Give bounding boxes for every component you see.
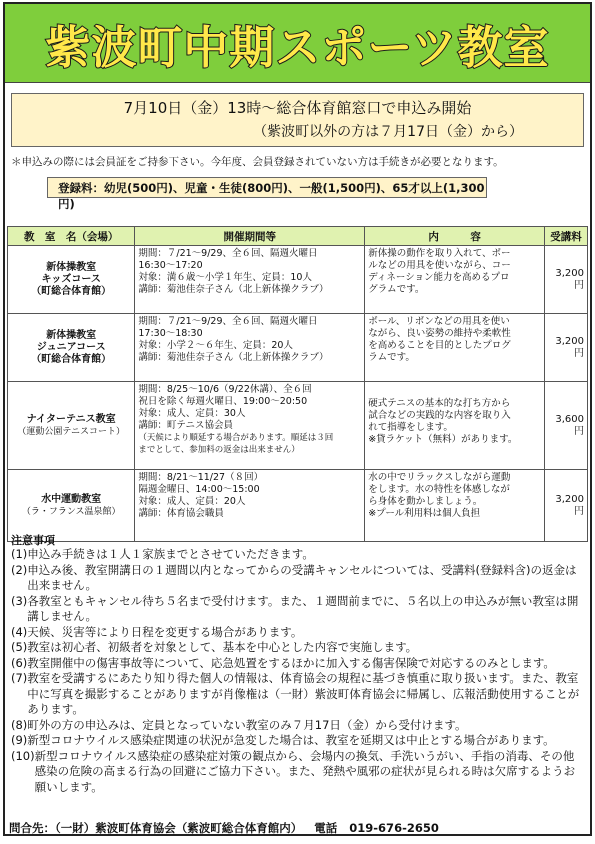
course-venue: （運動公園テニスコート） bbox=[17, 426, 126, 437]
cautions-list bbox=[11, 547, 583, 795]
application-outside-town: （紫波町以外の方は７月17日（金）から） bbox=[253, 124, 523, 140]
flyer-page bbox=[3, 2, 592, 836]
caution-number: (5) bbox=[11, 640, 28, 654]
period-line: 期間：７/21～9/29、全６回、隔週火曜日 bbox=[138, 316, 318, 327]
list-item bbox=[11, 563, 583, 594]
caution-text: 天候、災害等により日程を変更する場合があります。 bbox=[27, 624, 303, 639]
period-line: 期間：７/21～9/29、全６回、隔週火曜日 bbox=[138, 248, 318, 259]
application-start: 7月10日（金）13時～総合体育館窓口で申込み開始 bbox=[123, 99, 472, 117]
header-course-name: 教 室 名（会場） bbox=[8, 227, 135, 246]
course-name-cell bbox=[8, 470, 135, 542]
content-cell bbox=[365, 246, 545, 314]
table-row bbox=[8, 246, 588, 314]
table-row bbox=[8, 382, 588, 470]
period-line: 隔週金曜日、14:00～15:00 bbox=[138, 484, 260, 495]
content-line: ルなどの用具を使いながら、コー bbox=[368, 260, 511, 271]
period-line: 対象：成人、定員：30人 bbox=[138, 408, 246, 419]
period-line: 対象：小学２～６年生、定員：20人 bbox=[138, 340, 293, 351]
caution-number: (4) bbox=[11, 624, 28, 639]
registration-fee-text: 登録料：幼児(500円)、児童・生徒(800円)、一般(1,500円)、65才以上(1,300円) bbox=[58, 181, 485, 211]
period-line: 17:30～18:30 bbox=[138, 328, 203, 339]
caution-number: (8) bbox=[11, 717, 28, 732]
header-period: 開催期間等 bbox=[135, 227, 365, 246]
phone-label: 電話 bbox=[314, 821, 338, 835]
period-line: 講師：菊池佳奈子さん（北上新体操クラブ） bbox=[138, 284, 329, 295]
course-table bbox=[7, 226, 588, 542]
caution-text: 申込み手続きは１人１家族までとさせていただきます。 bbox=[27, 547, 314, 561]
period-line: 期間：8/25～10/6（9/22休講）、全６回 bbox=[138, 384, 312, 395]
list-item bbox=[11, 547, 583, 563]
list-item bbox=[11, 640, 583, 656]
content-line: を高めることを目的としたプログ bbox=[368, 340, 511, 351]
course-venue: （町総合体育館） bbox=[31, 285, 112, 297]
registration-fee-box bbox=[47, 177, 487, 211]
caution-text: 新型コロナウイルス感染症関連の状況が急変した場合は、教室を延期又は中止とする場合があります。 bbox=[27, 733, 555, 747]
content-line: 新体操の動作を取り入れて、ボー bbox=[368, 248, 511, 259]
content-cell bbox=[365, 314, 545, 382]
period-line: 講師：菊池佳奈子さん（北上新体操クラブ） bbox=[138, 352, 329, 363]
course-name: 新体操教室 bbox=[46, 261, 97, 273]
list-item bbox=[11, 718, 583, 734]
title-banner bbox=[5, 4, 590, 83]
membership-notice: ＊申込みの際には会員証をご持参下さい。今年度、会員登録されていない方は手続きが必要となります。 bbox=[11, 156, 504, 168]
table-row bbox=[8, 314, 588, 382]
period-line: 講師：町テニス協会員 bbox=[138, 420, 233, 431]
content-line: 水の中でリラックスしながら運動 bbox=[368, 472, 511, 483]
cautions-title: 注意事項 bbox=[11, 534, 55, 547]
content-line: 試合などの実践的な内容を取り入 bbox=[368, 410, 511, 421]
list-item bbox=[11, 656, 583, 672]
period-note: までとして、参加料の返金は出来ません） bbox=[138, 445, 300, 455]
table-row bbox=[8, 470, 588, 542]
content-line: ら身体を動かしましょう。 bbox=[368, 496, 483, 507]
page-title: 紫波町中期スポーツ教室 bbox=[45, 20, 550, 74]
caution-number: (1) bbox=[11, 547, 28, 561]
content-line: グラムです。 bbox=[368, 284, 425, 295]
caution-number: (10) bbox=[11, 748, 35, 763]
fee-cell: 3,600円 bbox=[545, 382, 588, 470]
content-line: 硬式テニスの基本的な打ち方から bbox=[368, 398, 511, 409]
caution-text: 新型コロナウイルス感染症の感染症対策の観点から、会場内の換気、手洗いうがい、手指の消毒、その他感染の危険の高まる行為の回避にご協力下さい。また、発熱や風邪の症状が見られる時は欠席するようお願いします。 bbox=[34, 748, 576, 794]
course-venue: （町総合体育館） bbox=[31, 353, 112, 365]
list-item bbox=[11, 749, 583, 796]
course-subname: ジュニアコース bbox=[36, 341, 106, 353]
application-date-box bbox=[11, 93, 584, 147]
caution-text: 教室を受講するにあたり知り得た個人の情報は、体育協会の規程に基づき慎重に取り扱います。また、教室中に写真を撮影することがありますが肖像権は（一財）紫波町体育協会に帰属し、広報活動使用することがあります。 bbox=[27, 671, 580, 716]
content-cell bbox=[365, 470, 545, 542]
course-name: ナイターテニス教室 bbox=[26, 413, 116, 425]
course-name: 水中運動教室 bbox=[41, 493, 102, 505]
caution-number: (7) bbox=[11, 671, 28, 685]
list-item bbox=[11, 594, 583, 625]
content-line: ※貸ラケット（無料）があります。 bbox=[368, 434, 518, 445]
period-line: 16:30～17:20 bbox=[138, 260, 203, 271]
caution-number: (2) bbox=[11, 562, 28, 577]
course-subname: キッズコース bbox=[41, 273, 101, 285]
period-cell bbox=[135, 470, 365, 542]
period-line: 対象：満６歳～小学１年生、定員：10人 bbox=[138, 272, 312, 283]
caution-number: (9) bbox=[11, 733, 28, 747]
content-line: ラムです。 bbox=[368, 352, 415, 363]
period-note: （天候により順延する場合があります。順延は３回 bbox=[138, 433, 334, 443]
contact-label: 問合先：（一財）紫波町体育協会（紫波町総合体育館内） bbox=[9, 821, 303, 835]
content-line: をします。水の特性を体感しなが bbox=[368, 484, 510, 495]
caution-text: 町外の方の申込みは、定員となっていない教室のみ７月17日（金）から受付けます。 bbox=[27, 717, 467, 732]
period-cell bbox=[135, 314, 365, 382]
content-line: ディネーション能力を高めるプロ bbox=[368, 272, 510, 283]
period-line: 祝日を除く毎週火曜日、19:00～20:50 bbox=[138, 396, 308, 407]
caution-text: 申込み後、教室開講日の１週間以内となってからの受講キャンセルについては、受講料(登録料含)の返金は出来ません。 bbox=[27, 562, 577, 592]
header-fee: 受講料 bbox=[545, 227, 588, 246]
caution-number: (3) bbox=[11, 593, 28, 608]
table-header-row bbox=[8, 227, 588, 246]
content-line: れて指導をします。 bbox=[368, 422, 453, 433]
caution-text: 教室は初心者、初級者を対象として、基本を中心とした内容で実施します。 bbox=[27, 640, 418, 654]
period-cell bbox=[135, 382, 365, 470]
fee-cell: 3,200円 bbox=[545, 246, 588, 314]
content-line: ボール、リボンなどの用具を使い bbox=[368, 316, 510, 327]
caution-text: 各教室ともキャンセル待ち５名まで受付けます。また、１週間前までに、５名以上の申込みが無い教室は開講しません。 bbox=[27, 593, 579, 623]
course-name-cell bbox=[8, 246, 135, 314]
header-content: 内 容 bbox=[365, 227, 545, 246]
course-name-cell bbox=[8, 314, 135, 382]
list-item bbox=[11, 625, 583, 641]
fee-cell: 3,200円 bbox=[545, 470, 588, 542]
list-item bbox=[11, 733, 583, 749]
content-cell bbox=[365, 382, 545, 470]
period-cell bbox=[135, 246, 365, 314]
course-name-cell bbox=[8, 382, 135, 470]
course-venue: （ラ・フランス温泉館） bbox=[21, 506, 121, 517]
fee-cell: 3,200円 bbox=[545, 314, 588, 382]
phone-number: 019-676-2650 bbox=[349, 821, 439, 835]
content-line: ※プール利用料は個人負担 bbox=[368, 508, 481, 519]
caution-number: (6) bbox=[11, 655, 28, 670]
content-line: ながら、良い姿勢の維持や柔軟性 bbox=[368, 328, 511, 339]
period-line: 講師：体育協会職員 bbox=[138, 508, 224, 519]
course-name: 新体操教室 bbox=[46, 329, 97, 341]
contact-info bbox=[9, 820, 447, 836]
period-line: 対象：成人、定員：20人 bbox=[138, 496, 246, 507]
caution-text: 教室開催中の傷害事故等について、応急処置をするほかに加入する傷害保険で対応するのみとします。 bbox=[27, 655, 555, 670]
period-line: 期間：8/21～11/27（８回） bbox=[138, 472, 264, 483]
list-item bbox=[11, 671, 583, 718]
